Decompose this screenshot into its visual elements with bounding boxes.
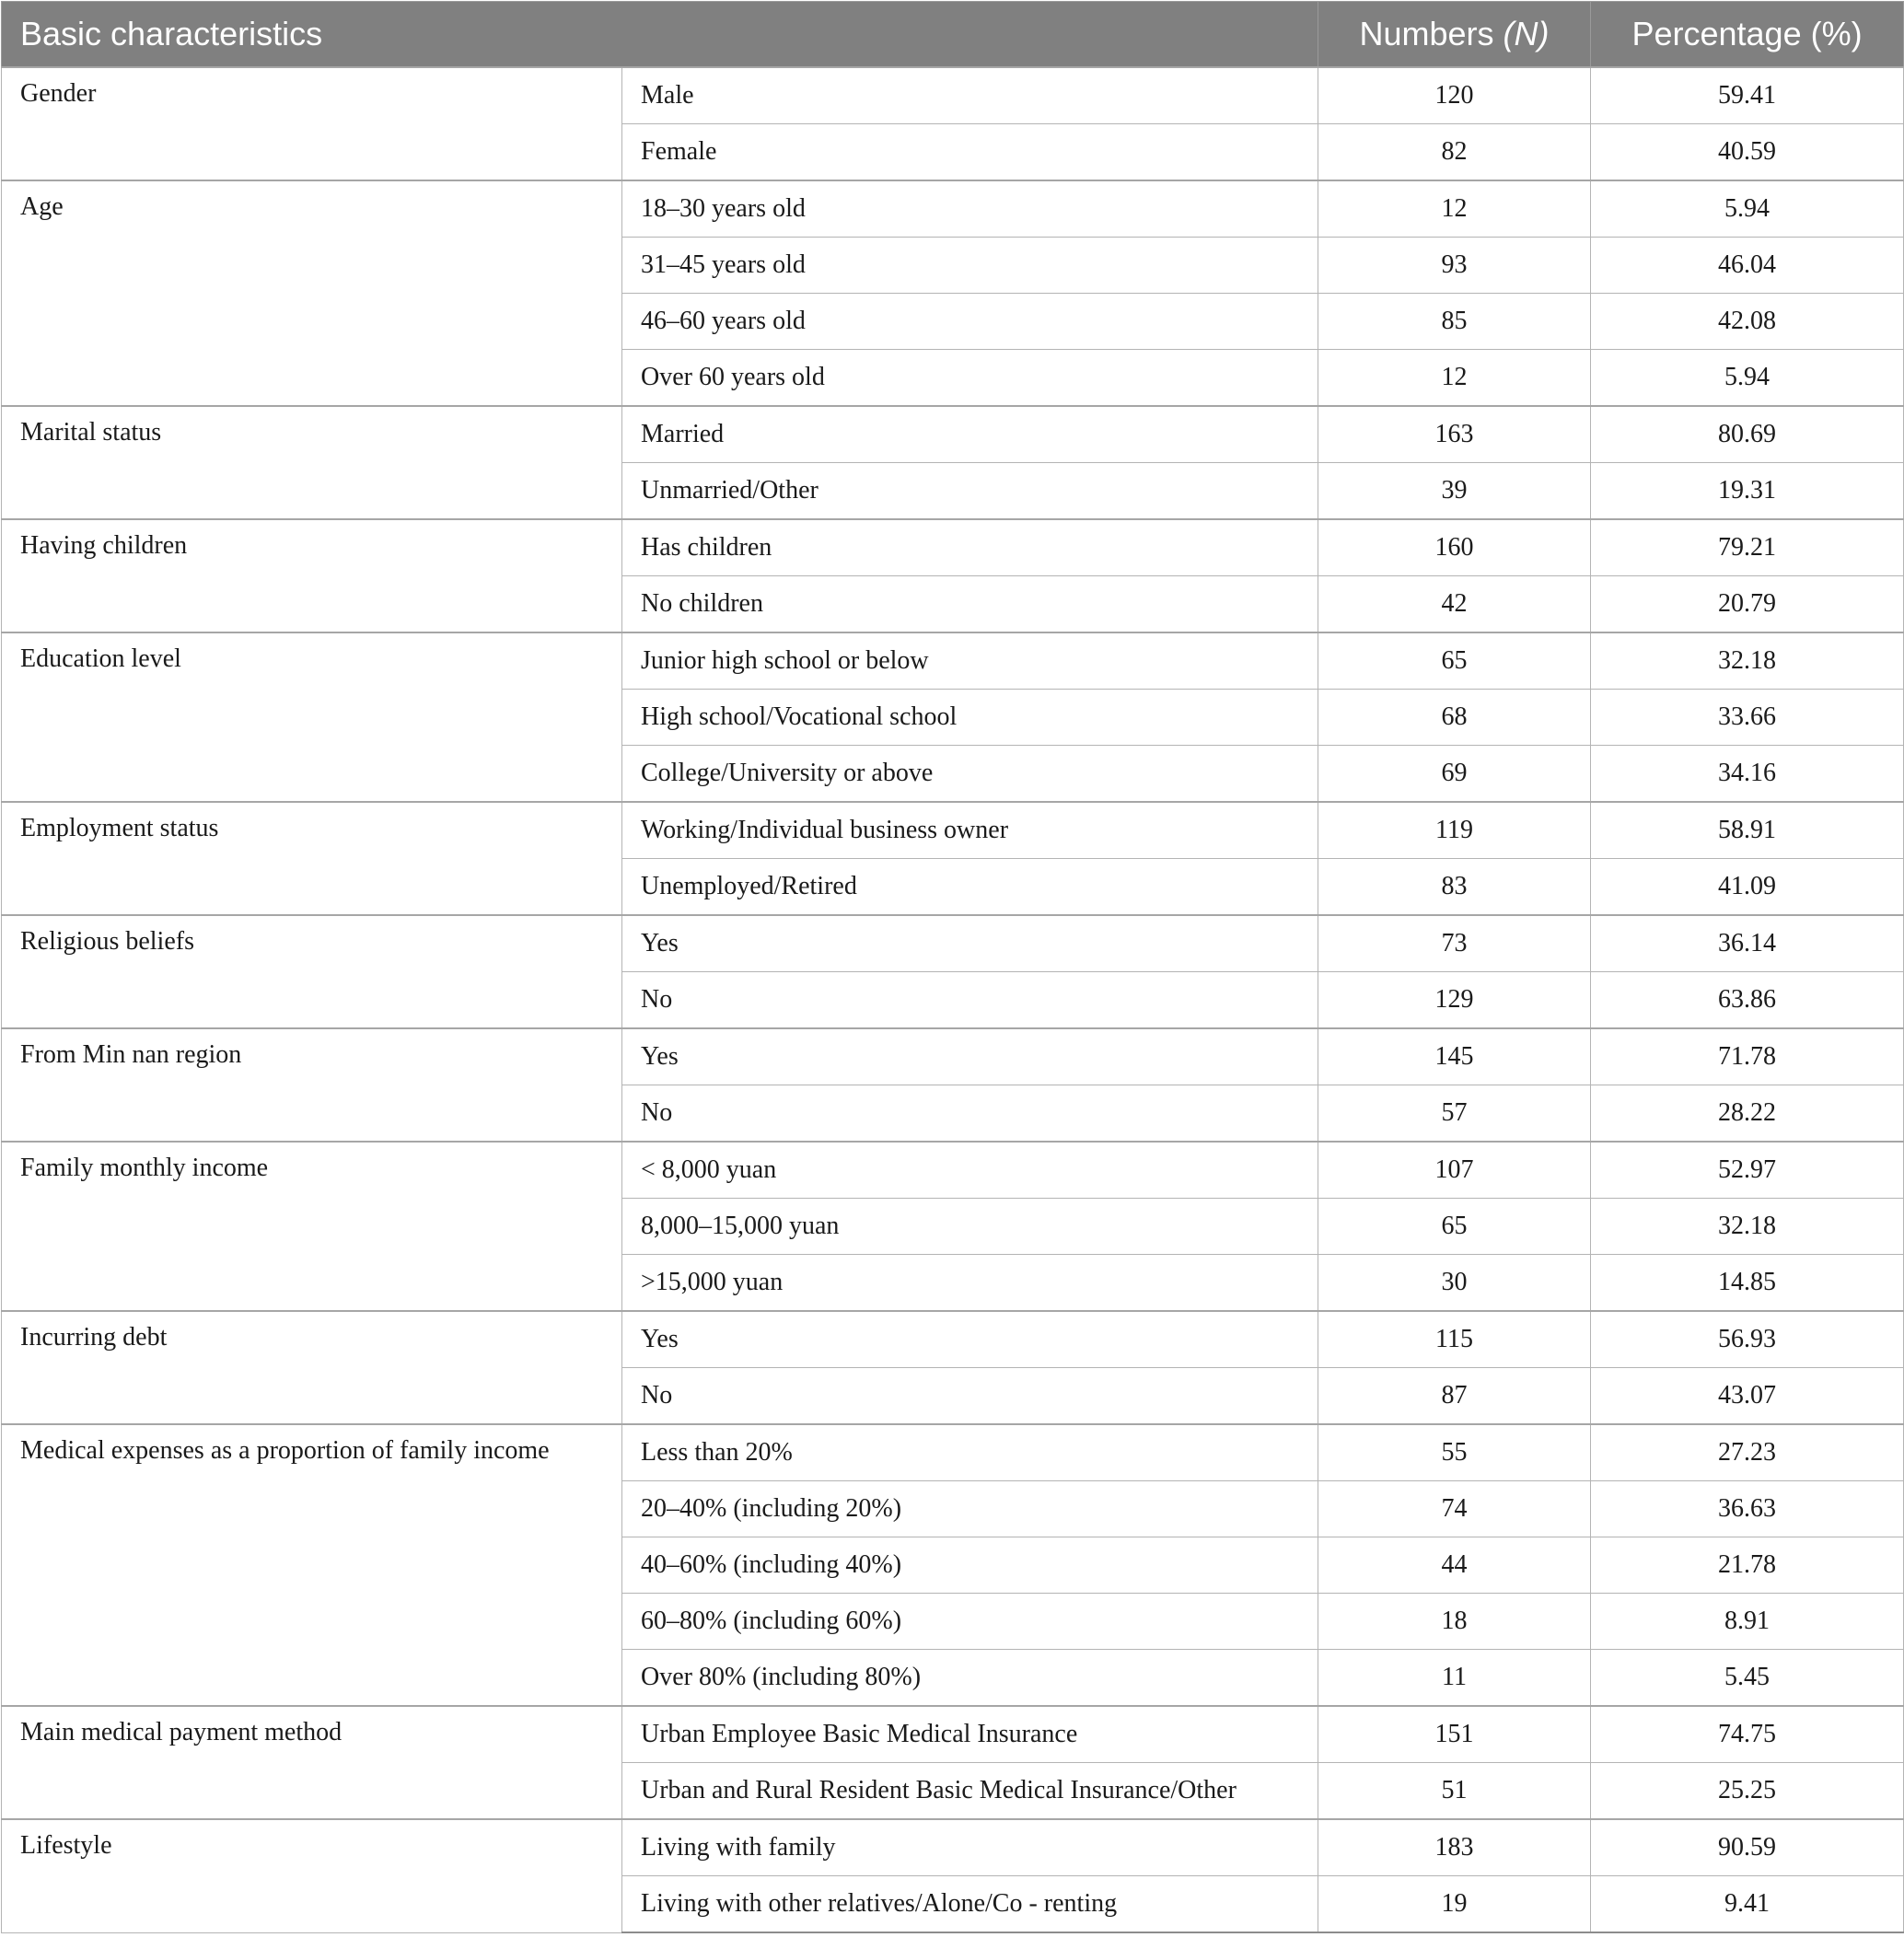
count-cell: 57 bbox=[1318, 1085, 1591, 1143]
subcategory-cell: Married bbox=[622, 406, 1318, 463]
subcategory-cell: Has children bbox=[622, 519, 1318, 576]
subcategory-cell: No bbox=[622, 972, 1318, 1029]
count-cell: 183 bbox=[1318, 1819, 1591, 1876]
count-cell: 65 bbox=[1318, 632, 1591, 690]
subcategory-cell: College/University or above bbox=[622, 746, 1318, 803]
subcategory-cell: 18–30 years old bbox=[622, 180, 1318, 238]
category-cell: Lifestyle bbox=[2, 1819, 622, 1932]
percentage-cell: 33.66 bbox=[1591, 690, 1904, 746]
percentage-cell: 90.59 bbox=[1591, 1819, 1904, 1876]
subcategory-cell: No children bbox=[622, 576, 1318, 633]
subcategory-cell: 46–60 years old bbox=[622, 294, 1318, 350]
header-numbers bbox=[1318, 2, 1591, 68]
category-cell: Religious beliefs bbox=[2, 915, 622, 1028]
percentage-cell: 41.09 bbox=[1591, 859, 1904, 916]
category-cell: Employment status bbox=[2, 802, 622, 915]
percentage-cell: 19.31 bbox=[1591, 463, 1904, 520]
percentage-cell: 58.91 bbox=[1591, 802, 1904, 859]
table-row bbox=[2, 1142, 1904, 1199]
count-cell: 160 bbox=[1318, 519, 1591, 576]
count-cell: 18 bbox=[1318, 1594, 1591, 1650]
count-cell: 74 bbox=[1318, 1481, 1591, 1537]
subcategory-cell: Junior high school or below bbox=[622, 632, 1318, 690]
percentage-cell: 74.75 bbox=[1591, 1706, 1904, 1763]
count-cell: 163 bbox=[1318, 406, 1591, 463]
subcategory-cell: 60–80% (including 60%) bbox=[622, 1594, 1318, 1650]
subcategory-cell: 40–60% (including 40%) bbox=[622, 1537, 1318, 1594]
table-row bbox=[2, 1424, 1904, 1481]
percentage-cell: 43.07 bbox=[1591, 1368, 1904, 1425]
count-cell: 107 bbox=[1318, 1142, 1591, 1199]
percentage-cell: 21.78 bbox=[1591, 1537, 1904, 1594]
subcategory-cell: 31–45 years old bbox=[622, 238, 1318, 294]
count-cell: 93 bbox=[1318, 238, 1591, 294]
subcategory-cell: Male bbox=[622, 67, 1318, 124]
category-cell: From Min nan region bbox=[2, 1028, 622, 1142]
count-cell: 12 bbox=[1318, 350, 1591, 407]
subcategory-cell: Urban Employee Basic Medical Insurance bbox=[622, 1706, 1318, 1763]
subcategory-cell: Over 60 years old bbox=[622, 350, 1318, 407]
count-cell: 120 bbox=[1318, 67, 1591, 124]
percentage-cell: 80.69 bbox=[1591, 406, 1904, 463]
table-row bbox=[2, 67, 1904, 124]
count-cell: 39 bbox=[1318, 463, 1591, 520]
table-row bbox=[2, 180, 1904, 238]
table-row bbox=[2, 1819, 1904, 1876]
percentage-cell: 71.78 bbox=[1591, 1028, 1904, 1085]
category-cell: Family monthly income bbox=[2, 1142, 622, 1311]
count-cell: 82 bbox=[1318, 124, 1591, 181]
subcategory-cell: Female bbox=[622, 124, 1318, 181]
count-cell: 65 bbox=[1318, 1199, 1591, 1255]
table-row bbox=[2, 1028, 1904, 1085]
count-cell: 12 bbox=[1318, 180, 1591, 238]
subcategory-cell: 8,000–15,000 yuan bbox=[622, 1199, 1318, 1255]
category-cell: Age bbox=[2, 180, 622, 406]
percentage-cell: 36.14 bbox=[1591, 915, 1904, 972]
percentage-cell: 52.97 bbox=[1591, 1142, 1904, 1199]
category-cell: Medical expenses as a proportion of family income bbox=[2, 1424, 622, 1706]
count-cell: 151 bbox=[1318, 1706, 1591, 1763]
subcategory-cell: No bbox=[622, 1085, 1318, 1143]
count-cell: 69 bbox=[1318, 746, 1591, 803]
count-cell: 73 bbox=[1318, 915, 1591, 972]
percentage-cell: 56.93 bbox=[1591, 1311, 1904, 1368]
count-cell: 87 bbox=[1318, 1368, 1591, 1425]
table-row bbox=[2, 915, 1904, 972]
subcategory-cell: Living with other relatives/Alone/Co - renting bbox=[622, 1876, 1318, 1933]
percentage-cell: 34.16 bbox=[1591, 746, 1904, 803]
category-cell: Incurring debt bbox=[2, 1311, 622, 1424]
count-cell: 55 bbox=[1318, 1424, 1591, 1481]
percentage-cell: 28.22 bbox=[1591, 1085, 1904, 1143]
count-cell: 68 bbox=[1318, 690, 1591, 746]
percentage-cell: 9.41 bbox=[1591, 1876, 1904, 1933]
percentage-cell: 20.79 bbox=[1591, 576, 1904, 633]
count-cell: 44 bbox=[1318, 1537, 1591, 1594]
subcategory-cell: Living with family bbox=[622, 1819, 1318, 1876]
category-cell: Education level bbox=[2, 632, 622, 802]
subcategory-cell: Less than 20% bbox=[622, 1424, 1318, 1481]
percentage-cell: 59.41 bbox=[1591, 67, 1904, 124]
header-numbers-label: Numbers bbox=[1359, 15, 1503, 52]
percentage-cell: 14.85 bbox=[1591, 1255, 1904, 1312]
count-cell: 145 bbox=[1318, 1028, 1591, 1085]
percentage-cell: 5.94 bbox=[1591, 180, 1904, 238]
count-cell: 83 bbox=[1318, 859, 1591, 916]
header-characteristics: Basic characteristics bbox=[2, 2, 1318, 68]
category-cell: Marital status bbox=[2, 406, 622, 519]
subcategory-cell: High school/Vocational school bbox=[622, 690, 1318, 746]
category-cell: Main medical payment method bbox=[2, 1706, 622, 1819]
category-cell: Having children bbox=[2, 519, 622, 632]
percentage-cell: 32.18 bbox=[1591, 1199, 1904, 1255]
count-cell: 51 bbox=[1318, 1763, 1591, 1820]
percentage-cell: 5.94 bbox=[1591, 350, 1904, 407]
percentage-cell: 36.63 bbox=[1591, 1481, 1904, 1537]
characteristics-table bbox=[1, 1, 1904, 1933]
percentage-cell: 8.91 bbox=[1591, 1594, 1904, 1650]
subcategory-cell: Unemployed/Retired bbox=[622, 859, 1318, 916]
count-cell: 129 bbox=[1318, 972, 1591, 1029]
percentage-cell: 63.86 bbox=[1591, 972, 1904, 1029]
subcategory-cell: Yes bbox=[622, 1311, 1318, 1368]
table-row bbox=[2, 632, 1904, 690]
count-cell: 119 bbox=[1318, 802, 1591, 859]
percentage-cell: 42.08 bbox=[1591, 294, 1904, 350]
subcategory-cell: Over 80% (including 80%) bbox=[622, 1650, 1318, 1707]
table-row bbox=[2, 406, 1904, 463]
header-row bbox=[2, 2, 1904, 68]
subcategory-cell: No bbox=[622, 1368, 1318, 1425]
count-cell: 115 bbox=[1318, 1311, 1591, 1368]
percentage-cell: 40.59 bbox=[1591, 124, 1904, 181]
subcategory-cell: Urban and Rural Resident Basic Medical Insurance/Other bbox=[622, 1763, 1318, 1820]
percentage-cell: 32.18 bbox=[1591, 632, 1904, 690]
table-row bbox=[2, 1706, 1904, 1763]
percentage-cell: 46.04 bbox=[1591, 238, 1904, 294]
table-row bbox=[2, 519, 1904, 576]
header-percentage: Percentage (%) bbox=[1591, 2, 1904, 68]
percentage-cell: 79.21 bbox=[1591, 519, 1904, 576]
subcategory-cell: Yes bbox=[622, 1028, 1318, 1085]
count-cell: 42 bbox=[1318, 576, 1591, 633]
subcategory-cell: Working/Individual business owner bbox=[622, 802, 1318, 859]
count-cell: 11 bbox=[1318, 1650, 1591, 1707]
table-body bbox=[2, 67, 1904, 1932]
count-cell: 30 bbox=[1318, 1255, 1591, 1312]
table-row bbox=[2, 1311, 1904, 1368]
subcategory-cell: Unmarried/Other bbox=[622, 463, 1318, 520]
count-cell: 19 bbox=[1318, 1876, 1591, 1933]
category-cell: Gender bbox=[2, 67, 622, 180]
percentage-cell: 5.45 bbox=[1591, 1650, 1904, 1707]
table-row bbox=[2, 802, 1904, 859]
subcategory-cell: Yes bbox=[622, 915, 1318, 972]
subcategory-cell: 20–40% (including 20%) bbox=[622, 1481, 1318, 1537]
subcategory-cell: >15,000 yuan bbox=[622, 1255, 1318, 1312]
count-cell: 85 bbox=[1318, 294, 1591, 350]
percentage-cell: 27.23 bbox=[1591, 1424, 1904, 1481]
header-numbers-symbol: (N) bbox=[1503, 15, 1550, 52]
subcategory-cell: < 8,000 yuan bbox=[622, 1142, 1318, 1199]
percentage-cell: 25.25 bbox=[1591, 1763, 1904, 1820]
